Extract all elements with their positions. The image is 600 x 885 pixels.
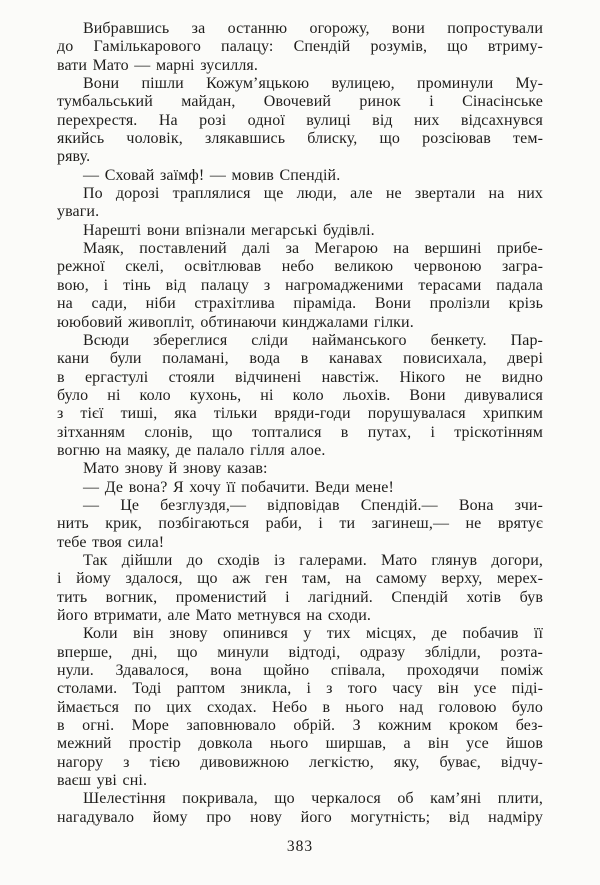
text-line: тить вогник, променистий і лагідний. Спендій хотів був	[57, 588, 543, 606]
paragraph	[57, 625, 543, 790]
text-line: зітханням слонів, що топталися в путах, і тріскотінням	[57, 423, 543, 441]
text-line: ваєш уві сні.	[57, 772, 148, 790]
text-line: — Сховай заїмф! — мовив Спендій.	[83, 166, 341, 184]
text-line: перехрестя. На розі одної вулиці від них відсахнувся	[57, 111, 543, 129]
text-line: до Гамількарового палацу: Спендій розумів, що втриму-	[57, 38, 543, 56]
text-line: межний простір довкола нього ширшав, а він усе йшов	[57, 735, 543, 753]
text-line: ююбовий живопліт, обтинаючи кинджалами гілки.	[57, 313, 414, 331]
text-line: ймається по цих сходах. Небо в нього над головою було	[57, 698, 543, 716]
text-line: — Де вона? Я хочу її побачити. Веди мене!	[83, 478, 394, 496]
paragraph	[57, 460, 543, 478]
text-block	[57, 20, 543, 827]
text-line: якийсь чоловік, злякавшись блиску, що розсіював тем-	[57, 130, 543, 148]
paragraph	[57, 552, 543, 625]
paragraph	[57, 222, 543, 240]
paragraph	[57, 240, 543, 332]
text-line: Вони пішли Кожум’яцькою вулицею, проминули Му-	[83, 75, 543, 93]
paragraph	[57, 185, 543, 222]
text-line: режної скелі, освітлював небо великою червоною загра-	[57, 258, 543, 276]
text-line: тебе твоя сила!	[57, 533, 165, 551]
text-line: — Це безглуздя,— відповідав Спендій.— Вона зчи-	[83, 496, 543, 514]
paragraph	[57, 790, 543, 827]
text-line: Маяк, поставлений далі за Мегарою на вершині прибе-	[83, 240, 543, 258]
text-line: з тієї тиші, яка тільки вряди-годи порушувалася хрипким	[57, 405, 543, 423]
text-line: кани були поламані, вода в канавах повисихала, двері	[57, 350, 543, 368]
paragraph	[57, 332, 543, 460]
text-line: тумбальський майдан, Овочевий ринок і Сінасінське	[57, 93, 543, 111]
text-line: в ергастулі стояли відчинені навстіж. Нікого не видно	[57, 368, 543, 386]
text-line: Нарешті вони впізнали мегарські будівлі.	[83, 221, 375, 239]
text-line: нули. Здавалося, вона щойно співала, проходячи поміж	[57, 662, 543, 680]
text-line: столами. Тоді раптом зникла, і з того часу він усе піді-	[57, 680, 543, 698]
text-line: По дорозі траплялися ще люди, але не звертали на них	[83, 185, 543, 203]
text-line: нить крик, позбігаються раби, і ти загинеш,— не врятує	[57, 515, 543, 533]
text-line: Вибравшись за останню огорожу, вони попростували	[83, 20, 543, 37]
text-line: уваги.	[57, 203, 100, 221]
text-line: нагадувало йому про нову його могутність; від надміру	[57, 808, 543, 826]
text-line: в огні. Море заповнювало обрій. З кожним кроком без-	[57, 717, 543, 735]
text-line: вати Мато — марні зусилля.	[57, 56, 258, 74]
text-line: на сади, ніби страхітлива піраміда. Вони пролізли крізь	[57, 295, 543, 313]
text-line: його втримати, але Мато метнувся на сходи.	[57, 607, 372, 624]
text-line: ряву.	[57, 148, 91, 166]
text-line: Всюди збереглися сліди найманського бенкету. Пар-	[83, 331, 543, 349]
paragraph	[57, 479, 543, 497]
text-line: і йому здалося, що аж ген там, на самому верху, мерех-	[57, 570, 543, 588]
text-line: Так дійшли до сходів із галерами. Мато глянув догори,	[83, 551, 543, 569]
page-number: 383	[286, 838, 314, 855]
text-line: Коли він знову опинився у тих місцях, де побачив її	[83, 625, 543, 643]
text-line: було ні коло кухонь, ні коло льохів. Вони дивувалися	[57, 386, 543, 404]
text-line: вогню на маяку, де палало гілля алое.	[57, 441, 326, 459]
text-line: Мато знову й знову казав:	[83, 460, 268, 478]
paragraph	[57, 167, 543, 185]
paragraph	[57, 20, 543, 75]
paragraph	[57, 75, 543, 167]
paragraph	[57, 497, 543, 552]
text-line: вперше, дні, що минули відтоді, одразу зблідли, розта-	[57, 643, 543, 661]
text-line: вою, і тінь від палацу з нагромадженими терасами падала	[57, 276, 543, 294]
text-line: нагору з тією дивовижною легкістю, яку, буває, відчу-	[57, 753, 543, 771]
text-line: Шелестіння покривала, що черкалося об кам’яні плити,	[83, 790, 543, 808]
